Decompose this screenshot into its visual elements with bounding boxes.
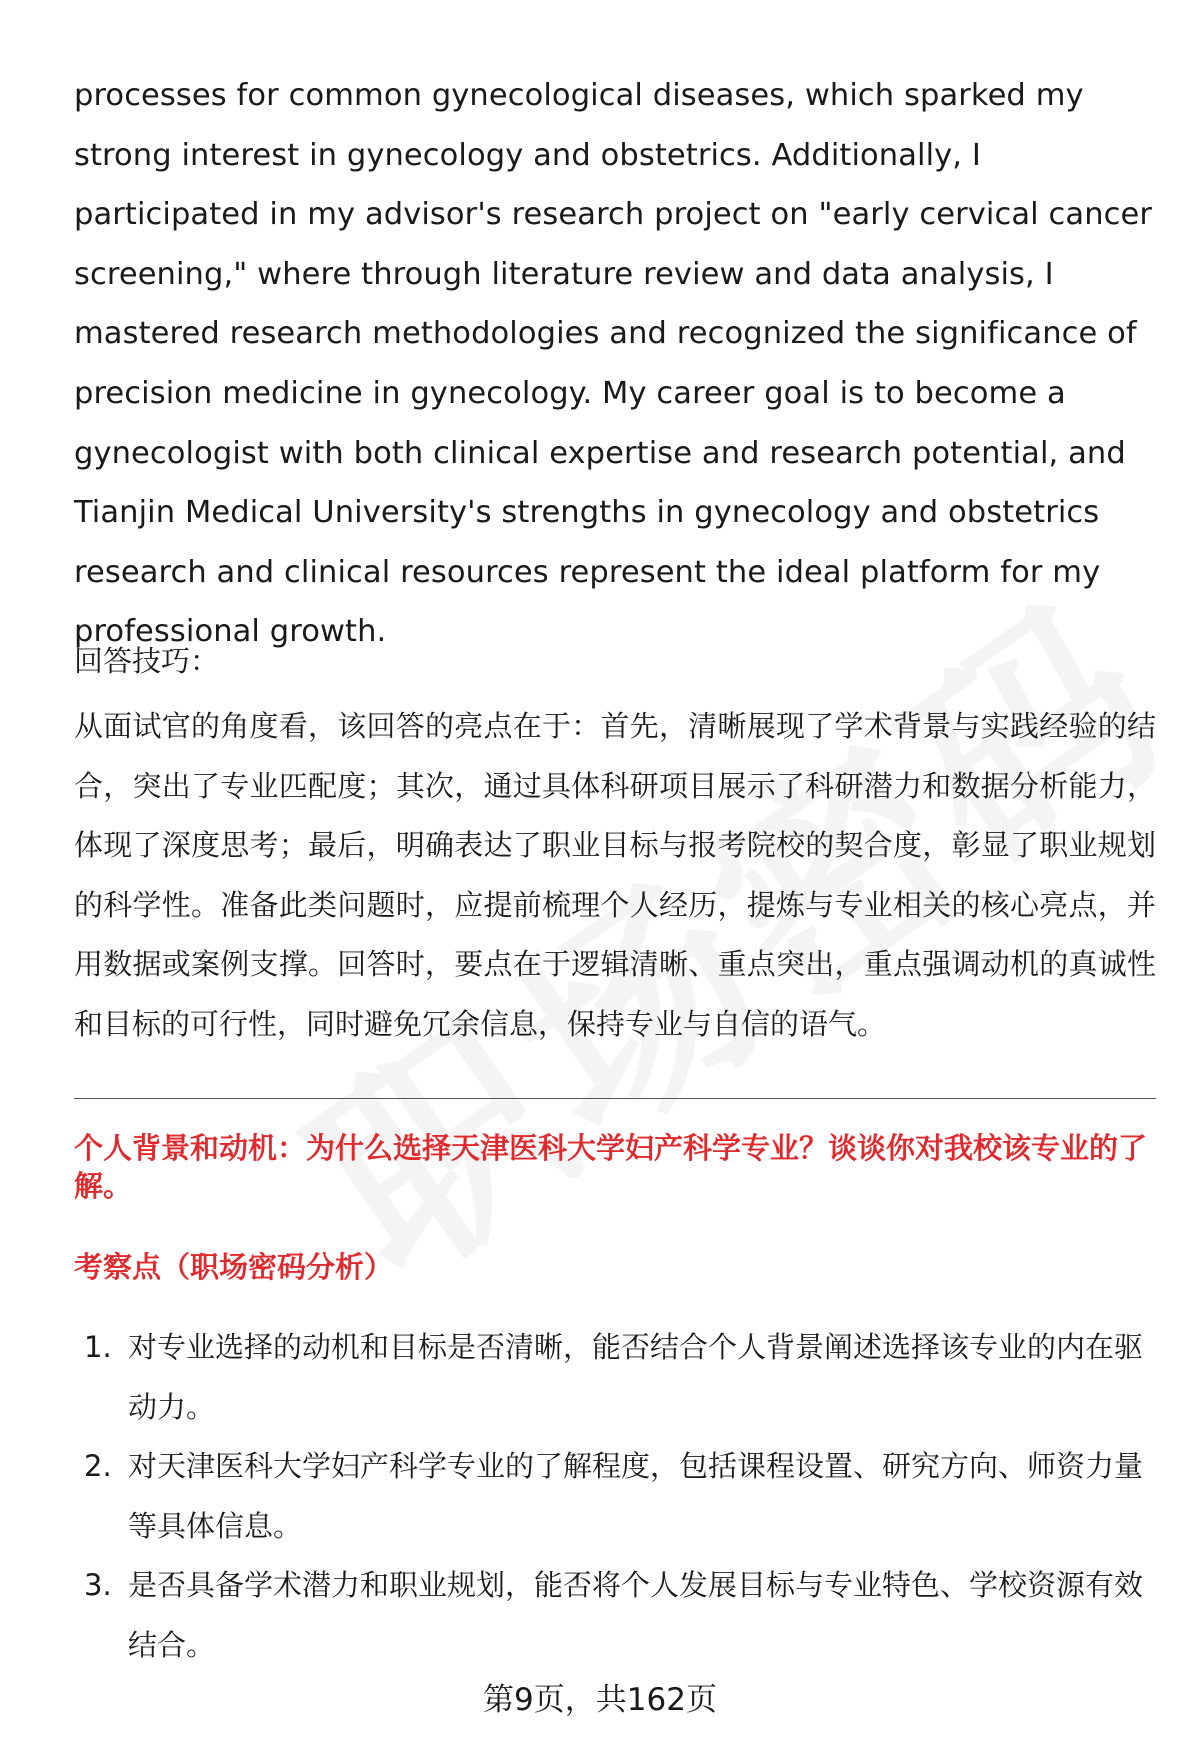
tips-label: 回答技巧： [74, 644, 220, 678]
list-item-number: 3. [84, 1568, 112, 1603]
assessment-points [74, 1318, 1156, 1676]
section-divider [74, 1098, 1156, 1099]
question-heading: 个人背景和动机：为什么选择天津医科大学妇产科学专业？谈谈你对我校该专业的了解。 [74, 1131, 1148, 1203]
tips-body: 从面试官的角度看，该回答的亮点在于：首先，清晰展现了学术背景与实践经验的结合，突出了专业匹配度；其次，通过具体科研项目展示了科研潜力和数据分析能力，体现了深度思考；最后，明确表达了职业目标与报考院校的契合度，彰显了职业规划的科学性。准备此类问题时，应提前梳理个人经历，提炼与专业相关的核心亮点，并用数据或案例支撑。回答时，要点在于逻辑清晰、重点突出，重点强调动机的真诚性和目标的可行性，同时避免冗余信息，保持专业与自信的语气。 [74, 709, 1156, 1041]
list-item-number: 2. [84, 1449, 112, 1484]
list-item [74, 1437, 1156, 1556]
list-item [74, 1556, 1156, 1675]
list-item [74, 1318, 1156, 1437]
list-item-text: 对专业选择的动机和目标是否清晰，能否结合个人背景阐述选择该专业的内在驱动力。 [128, 1330, 1144, 1424]
assessment-title: 考察点（职场密码分析） [74, 1250, 394, 1284]
intro-paragraph: processes for common gynecological diseases, which sparked my strong interest in gynecology and obstetrics. Additionally, I participated in my advisor's research project on "early cervical cancer screening," where through literature review and data analysis, I mastered research methodologies and recognized the significance of precision medicine in gynecology. My career goal is to become a gynecologist with both clinical expertise and research potential, and Tianjin Medical University's strengths in gynecology and obstetrics research and clinical resources represent the ideal platform for my professional growth. [74, 78, 1152, 650]
list-item-text: 对天津医科大学妇产科学专业的了解程度，包括课程设置、研究方向、师资力量等具体信息。 [128, 1449, 1144, 1543]
page-footer: 第9页，共162页 [483, 1682, 717, 1718]
list-item-text: 是否具备学术潜力和职业规划，能否将个人发展目标与专业特色、学校资源有效结合。 [128, 1568, 1144, 1662]
list-item-number: 1. [84, 1330, 112, 1364]
